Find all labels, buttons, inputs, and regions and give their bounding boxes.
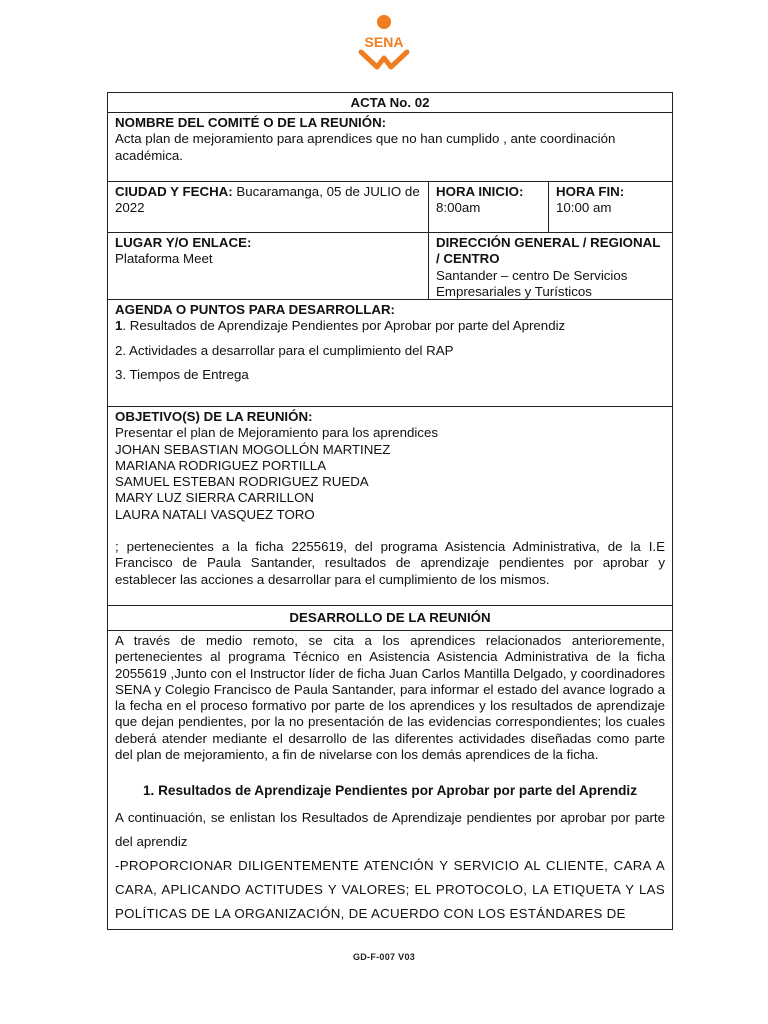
lugar-cell [108, 233, 429, 299]
agenda-row [108, 300, 672, 407]
hora-inicio-label: HORA INICIO: [436, 184, 524, 199]
hora-fin-cell [549, 182, 672, 232]
direccion-label: DIRECCIÓN GENERAL / REGIONAL / CENTRO [436, 235, 661, 267]
aprendiz-name: LAURA NATALI VASQUEZ TORO [115, 506, 315, 522]
aprendiz-name: JOHAN SEBASTIAN MOGOLLÓN MARTINEZ [115, 441, 391, 457]
agenda-label: AGENDA O PUNTOS PARA DESARROLLAR: [115, 302, 395, 317]
hora-inicio-cell [429, 182, 549, 232]
desarrollo-texto: A través de medio remoto, se cita a los aprendices relacionados anterioremente, pertenecientes al programa Técnico en Asistencia Asistencia Administrativa de la ficha 2055619 ,Junto con el Instructor líder de ficha Juan Carlos Mantilla Delgado, y coordinadores SENA y Colegio Francisco de Paula Santander, para informar el estado del avance logrado a la fecha en el proceso formativo por parte de los aprendices y los resultados de aprendizaje que dejan pendientes, por la no presentación de las evidencias correspondientes; los cuales deberá atender mediante el desarrollo de las diferentes actividades diseñadas como parte del plan de mejoramiento, a fin de nivelarse con los demás aprendices de la ficha. [115, 633, 665, 763]
ciudad-label: CIUDAD Y FECHA: [115, 184, 233, 199]
comite-label: NOMBRE DEL COMITÉ O DE LA REUNIÓN: [115, 115, 387, 130]
hora-inicio-value: 8:00am [436, 200, 481, 216]
lugar-row [108, 233, 672, 300]
aprendiz-name: MARIANA RODRIGUEZ PORTILLA [115, 457, 327, 473]
document-code: GD-F-007 V03 [352, 952, 416, 962]
agenda-item-text: . Resultados de Aprendizaje Pendientes por Aprobar por parte del Aprendiz [122, 318, 566, 334]
lugar-label: LUGAR Y/O ENLACE: [115, 235, 252, 250]
comite-row [108, 113, 672, 182]
direccion-cell [429, 233, 672, 299]
sena-logo [357, 14, 411, 70]
ciudad-fecha-row [108, 182, 672, 233]
sena-logo-text: SENA [364, 34, 404, 50]
agenda-item: 2. Actividades a desarrollar para el cumplimiento del RAP [115, 342, 454, 358]
lugar-value: Plataforma Meet [115, 251, 213, 267]
desarrollo-title-row [108, 606, 672, 631]
objetivo-label: OBJETIVO(S) DE LA REUNIÓN: [115, 409, 313, 424]
ciudad-fecha-cell [108, 182, 429, 232]
hora-fin-label: HORA FIN: [556, 184, 625, 199]
direccion-value: Santander – centro De Servicios Empresariales y Turísticos [436, 267, 628, 299]
agenda-item [115, 318, 665, 334]
agenda-item: 3. Tiempos de Entrega [115, 366, 249, 382]
desarrollo-title: DESARROLLO DE LA REUNIÓN [289, 610, 491, 625]
seccion-1-title: 1. Resultados de Aprendizaje Pendientes por Aprobar por parte del Aprendiz [143, 783, 637, 799]
acta-title: ACTA No. 02 [350, 95, 430, 110]
ciudad-value: Bucaramanga, 05 de JULIO de 2022 [115, 184, 420, 216]
comite-value: Acta plan de mejoramiento para aprendices que no han cumplido , ante coordinación académica. [115, 131, 616, 163]
objetivo-intro: Presentar el plan de Mejoramiento para los aprendices [115, 425, 439, 441]
desarrollo-row [108, 631, 672, 930]
agenda-item-number: 1 [115, 318, 123, 334]
seccion-1-intro: A continuación, se enlistan los Resultados de Aprendizaje pendientes por aprobar por parte del aprendiz [115, 809, 665, 849]
hora-fin-value: 10:00 am [556, 200, 612, 216]
aprendiz-name: SAMUEL ESTEBAN RODRIGUEZ RUEDA [115, 474, 369, 490]
acta-form [107, 92, 673, 930]
acta-title-row [108, 93, 672, 113]
objetivo-row [108, 407, 672, 606]
objetivo-detalle: ; pertenecientes a la ficha 2255619, del programa Asistencia Administrativa, de la I.E Francisco de Paula Santander, resultados de aprendizaje pendientes por aprobar y establecer las acciones a desarrollar para el cumplimiento de los mismos. [115, 539, 665, 587]
seccion-1-rap: -PROPORCIONAR DILIGENTEMENTE ATENCIÓN Y SERVICIO AL CLIENTE, CARA A CARA, APLICANDO ACTITUDES Y VALORES; EL PROTOCOLO, LA ETIQUETA Y LAS POLÍTICAS DE LA ORGANIZACIÓN, DE ACUERDO CON LOS ESTÁNDARES DE [115, 858, 665, 922]
aprendiz-name: MARY LUZ SIERRA CARRILLON [115, 490, 315, 506]
